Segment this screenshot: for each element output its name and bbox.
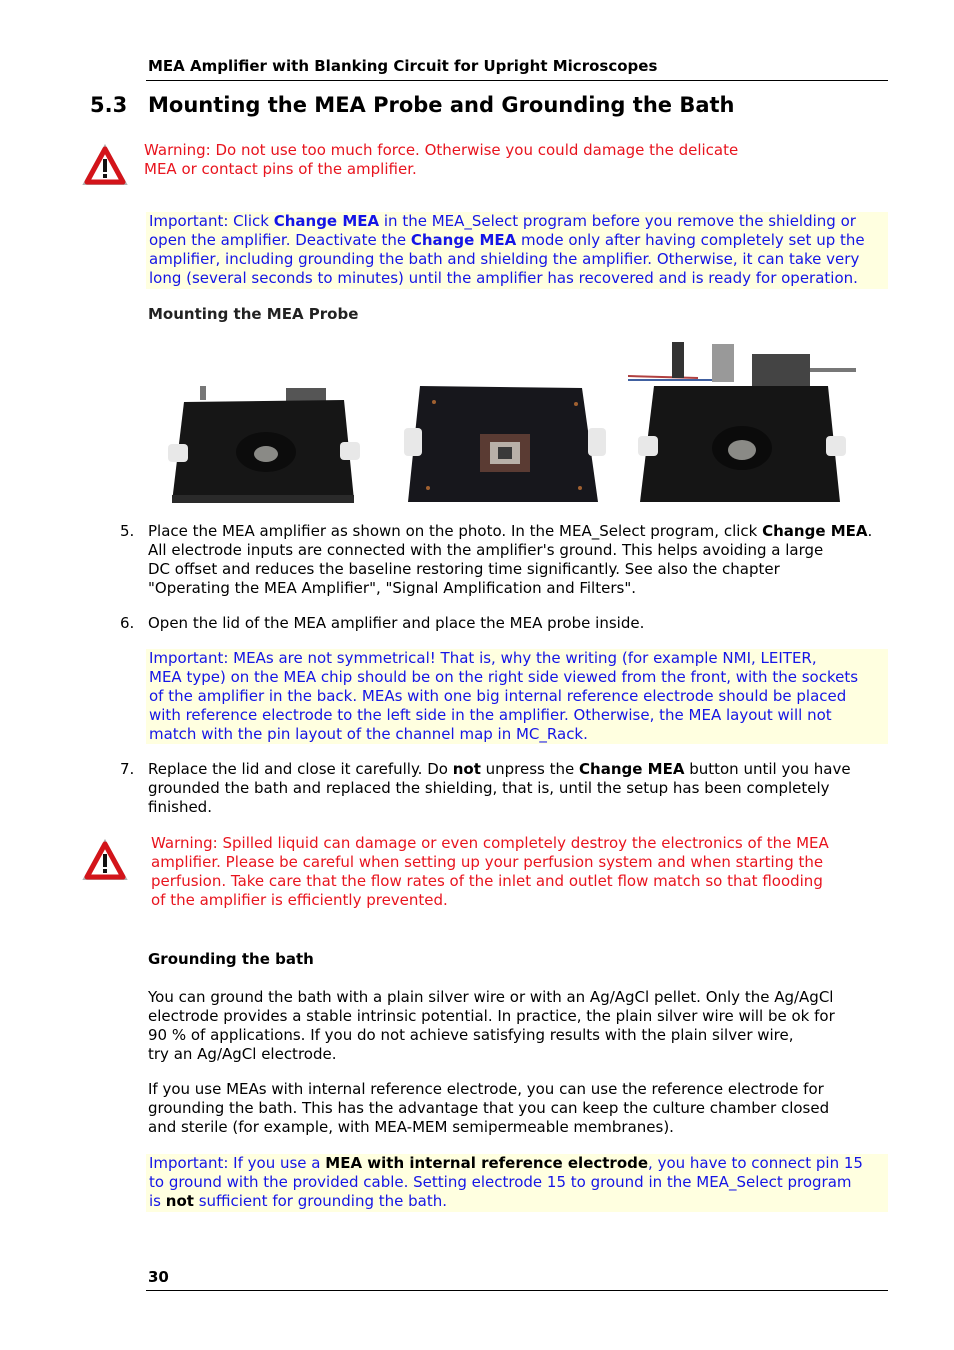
amplifier-photo-closed <box>166 382 362 507</box>
header-rule <box>146 80 888 81</box>
warning-triangle-icon <box>82 143 128 187</box>
amplifier-photo-mea-inserted <box>404 384 606 506</box>
step-6-number: 6. <box>120 614 135 632</box>
grounding-paragraph-2: If you use MEAs with internal reference electrode, you can use the reference electrode for grounding the bath. This has the advantage that you can keep the culture chamber closed and sterile (for example, with MEA-MEM semipermeable membranes). <box>148 1080 830 1136</box>
warning-triangle-icon <box>82 838 128 882</box>
mounting-heading: Mounting the MEA Probe <box>148 305 359 323</box>
running-header: MEA Amplifier with Blanking Circuit for Upright Microscopes <box>148 57 658 75</box>
footer-rule <box>146 1290 888 1291</box>
important-note-symmetry: Important: MEAs are not symmetrical! That is, why the writing (for example NMI, LEITER, MEA type) on the MEA chip should be on the right side viewed from the front, with the sockets of the amplifier in the back. MEAs with one big internal reference electrode should be placed with reference electrode to the left side in the amplifier. Otherwise, the MEA layout will not match with the pin layout of the channel map in MC_Rack. <box>146 649 888 744</box>
section-title: Mounting the MEA Probe and Grounding the Bath <box>148 93 735 117</box>
step-7-number: 7. <box>120 760 135 778</box>
grounding-paragraph-1: You can ground the bath with a plain silver wire or with an Ag/AgCl pellet. Only the Ag/AgCl electrode provides a stable intrinsic potential. In practice, the plain silver wire will be ok for 90 % of applications. If you do not achieve satisfying results with the plain silver wire, try an Ag/AgCl electrode. <box>148 988 835 1063</box>
section-heading <box>90 93 734 117</box>
grounding-heading: Grounding the bath <box>148 950 314 968</box>
important-note-reference-electrode: Important: If you use a MEA with internal reference electrode, you have to connect pin 15 to ground with the provided cable. Setting electrode 15 to ground in the MEA_Select program is not sufficient for grounding the bath. <box>146 1154 888 1212</box>
step-5-number: 5. <box>120 522 135 540</box>
amplifier-photo-grounded <box>628 340 860 506</box>
step-5-text: Place the MEA amplifier as shown on the photo. In the MEA_Select program, click Change MEA. All electrode inputs are connected with the amplifier's ground. This helps avoiding a large DC offset and reduces the baseline restoring time significantly. See also the chapter "Operating the MEA Amplifier", "Signal Amplification and Filters". <box>148 522 873 597</box>
warning-spilled-liquid: Warning: Spilled liquid can damage or even completely destroy the electronics of the MEA amplifier. Please be careful when setting up your perfusion system and when starting the perfusion. Take care that the flow rates of the inlet and outlet flow match so that flooding of the amplifier is efficiently prevented. <box>151 834 829 909</box>
important-note-change-mea: Important: Click Change MEA in the MEA_Select program before you remove the shielding or open the amplifier. Deactivate the Change MEA mode only after having completely set up the amplifier, including grounding the bath and shielding the amplifier. Otherwise, it can take very long (several seconds to minutes) until the amplifier has recovered and is ready for operation. <box>146 212 888 289</box>
warning-force: Warning: Do not use too much force. Otherwise you could damage the delicate MEA or contact pins of the amplifier. <box>144 141 739 178</box>
page-number: 30 <box>148 1268 169 1286</box>
step-7-text: Replace the lid and close it carefully. Do not unpress the Change MEA button until you have grounded the bath and replaced the shielding, that is, until the setup has been completely finished. <box>148 760 851 816</box>
step-6-text: Open the lid of the MEA amplifier and place the MEA probe inside. <box>148 614 645 632</box>
section-number: 5.3 <box>90 93 128 117</box>
